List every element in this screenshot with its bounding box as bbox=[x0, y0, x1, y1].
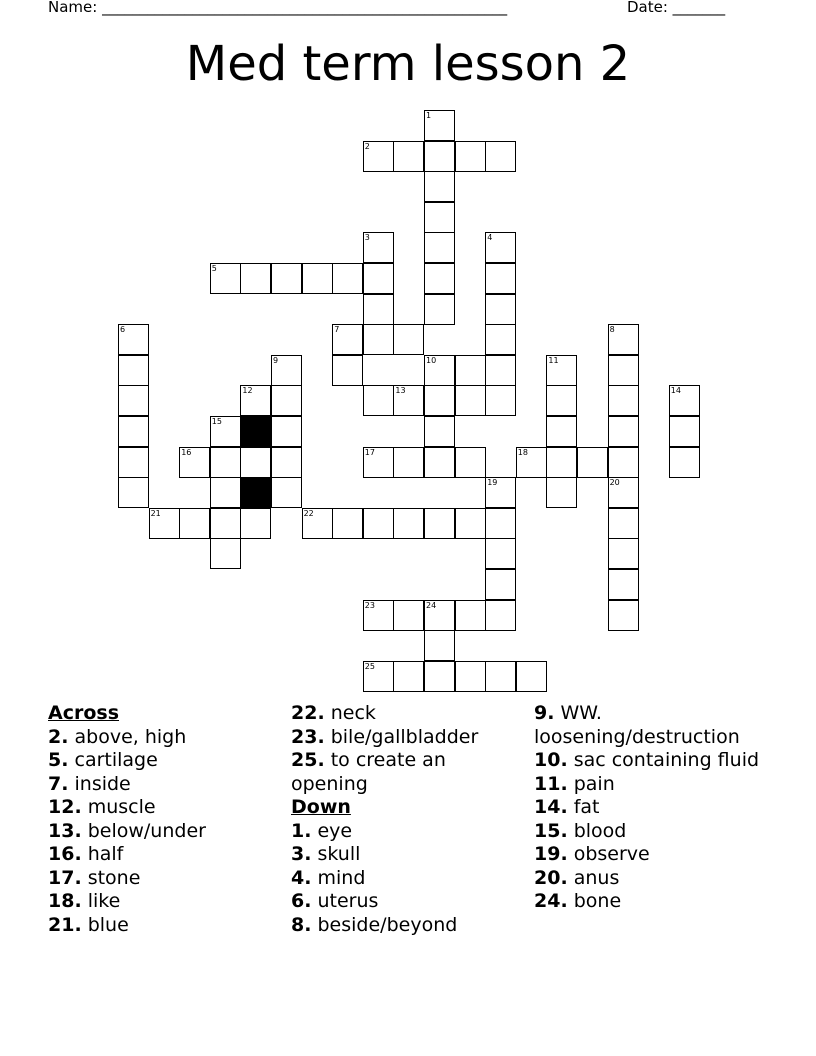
grid-cell[interactable] bbox=[118, 355, 149, 386]
clue-item bbox=[291, 749, 521, 796]
grid-cell[interactable] bbox=[210, 508, 241, 539]
grid-cell[interactable] bbox=[240, 508, 271, 539]
cell-number: 5 bbox=[211, 264, 217, 273]
grid-cell[interactable] bbox=[363, 232, 394, 263]
clues-column-2 bbox=[291, 702, 521, 937]
grid-cell[interactable] bbox=[485, 141, 516, 172]
grid-cell[interactable] bbox=[424, 508, 455, 539]
cell-number: 7 bbox=[334, 325, 340, 335]
clue-number: 3. bbox=[291, 843, 312, 865]
grid-cell[interactable] bbox=[210, 538, 241, 569]
grid-cell[interactable] bbox=[608, 477, 639, 508]
grid-cell[interactable] bbox=[608, 538, 639, 569]
black-cell bbox=[240, 477, 271, 508]
grid-cell[interactable] bbox=[424, 232, 455, 263]
clue-number: 8. bbox=[291, 913, 312, 936]
clue-number: 18. bbox=[48, 890, 82, 912]
grid-cell[interactable] bbox=[608, 355, 639, 386]
grid-cell[interactable] bbox=[271, 477, 302, 508]
grid-cell[interactable] bbox=[210, 416, 241, 447]
grid-cell[interactable] bbox=[210, 477, 241, 508]
clue-text: beside/beyond bbox=[311, 913, 458, 936]
clue-text: fat bbox=[567, 796, 600, 818]
grid-cell[interactable] bbox=[240, 385, 271, 416]
clue-text: half bbox=[81, 843, 124, 865]
cell-number: 25 bbox=[364, 661, 375, 671]
clue-text: stone bbox=[81, 866, 141, 889]
grid-cell[interactable] bbox=[424, 600, 455, 631]
clue-number: 16. bbox=[48, 843, 82, 865]
clue-text: mind bbox=[311, 866, 366, 889]
grid-cell[interactable] bbox=[424, 355, 455, 386]
clues-column-3 bbox=[534, 702, 774, 914]
clue-text: anus bbox=[567, 866, 620, 889]
clue-item bbox=[48, 820, 278, 844]
clue-item bbox=[48, 914, 278, 938]
grid-cell[interactable] bbox=[424, 630, 455, 661]
clue-number: 13. bbox=[48, 819, 82, 842]
grid-cell[interactable] bbox=[118, 385, 149, 416]
clue-number: 15. bbox=[534, 819, 568, 842]
cell-number: 1 bbox=[426, 111, 432, 120]
clue-item bbox=[534, 867, 774, 891]
clue-item bbox=[291, 726, 521, 750]
grid-cell[interactable] bbox=[332, 508, 363, 539]
clue-item bbox=[534, 820, 774, 844]
grid-cell[interactable] bbox=[455, 141, 486, 172]
clue-text: above, high bbox=[68, 725, 187, 748]
cell-number: 3 bbox=[364, 233, 370, 243]
clue-text: eye bbox=[311, 819, 353, 842]
grid-cell[interactable] bbox=[424, 385, 455, 416]
grid-cell[interactable] bbox=[240, 447, 271, 478]
grid-cell[interactable] bbox=[516, 447, 547, 478]
grid-cell[interactable] bbox=[393, 141, 424, 172]
clue-item bbox=[534, 796, 774, 820]
grid-cell[interactable] bbox=[271, 385, 302, 416]
clue-item bbox=[534, 890, 774, 914]
cell-number: 12 bbox=[242, 386, 253, 396]
grid-cell[interactable] bbox=[424, 141, 455, 172]
clue-item bbox=[48, 890, 278, 914]
grid-cell[interactable] bbox=[485, 600, 516, 631]
clue-number: 23. bbox=[291, 725, 325, 748]
grid-cell[interactable] bbox=[608, 324, 639, 355]
grid-cell[interactable] bbox=[424, 263, 455, 294]
grid-cell[interactable] bbox=[363, 294, 394, 325]
clue-number: 20. bbox=[534, 866, 568, 889]
grid-cell[interactable] bbox=[424, 202, 455, 233]
grid-cell[interactable] bbox=[546, 385, 577, 416]
grid-cell[interactable] bbox=[271, 263, 302, 294]
cell-number: 6 bbox=[120, 325, 126, 335]
grid-cell[interactable] bbox=[302, 263, 333, 294]
grid-cell[interactable] bbox=[577, 447, 608, 478]
cell-number: 11 bbox=[548, 355, 559, 365]
clue-number: 14. bbox=[534, 796, 568, 818]
clue-number: 21. bbox=[48, 913, 82, 936]
grid-cell[interactable] bbox=[669, 385, 700, 416]
clue-number: 24. bbox=[534, 890, 568, 912]
grid-cell[interactable] bbox=[363, 661, 394, 692]
grid-cell[interactable] bbox=[363, 263, 394, 294]
clue-text: like bbox=[81, 890, 121, 912]
cell-number: 14 bbox=[670, 386, 681, 396]
cell-number: 23 bbox=[364, 600, 375, 610]
clue-text: bone bbox=[567, 890, 622, 912]
clue-item bbox=[48, 867, 278, 891]
clue-text: neck bbox=[324, 702, 376, 724]
clue-text: pain bbox=[567, 772, 615, 795]
cell-number: 22 bbox=[303, 508, 314, 518]
grid-cell[interactable] bbox=[271, 416, 302, 447]
grid-cell[interactable] bbox=[424, 171, 455, 202]
cell-number: 19 bbox=[487, 478, 498, 488]
grid-cell[interactable] bbox=[546, 447, 577, 478]
grid-cell[interactable] bbox=[485, 569, 516, 600]
grid-cell[interactable] bbox=[485, 294, 516, 325]
clue-number: 1. bbox=[291, 819, 312, 842]
cell-number: 15 bbox=[211, 417, 222, 426]
grid-cell[interactable] bbox=[363, 600, 394, 631]
clue-item bbox=[534, 773, 774, 797]
clue-number: 17. bbox=[48, 866, 82, 889]
grid-cell[interactable] bbox=[424, 110, 455, 141]
grid-cell[interactable] bbox=[271, 447, 302, 478]
clue-text: muscle bbox=[81, 796, 156, 818]
grid-cell[interactable] bbox=[302, 508, 333, 539]
across-heading: Across bbox=[48, 702, 120, 724]
grid-cell[interactable] bbox=[608, 508, 639, 539]
clue-item bbox=[48, 843, 278, 867]
clue-item bbox=[534, 702, 774, 749]
grid-cell[interactable] bbox=[393, 324, 424, 355]
clue-text: observe bbox=[567, 843, 650, 865]
clue-number: 25. bbox=[291, 749, 325, 771]
clue-text: to create an opening bbox=[291, 749, 446, 795]
across-clues-column bbox=[48, 702, 278, 937]
clue-text: blood bbox=[567, 819, 627, 842]
grid-cell[interactable] bbox=[608, 600, 639, 631]
grid-cell[interactable] bbox=[363, 141, 394, 172]
grid-cell[interactable] bbox=[363, 447, 394, 478]
clue-item bbox=[534, 749, 774, 773]
clue-number: 7. bbox=[48, 772, 69, 795]
clue-number: 9. bbox=[534, 702, 555, 724]
clue-text: inside bbox=[68, 772, 131, 795]
grid-cell[interactable] bbox=[332, 355, 363, 386]
clue-item bbox=[291, 702, 521, 726]
clue-text: WW. loosening/destruction bbox=[534, 702, 740, 748]
clue-item bbox=[48, 796, 278, 820]
clue-text: sac containing fluid bbox=[567, 749, 760, 771]
grid-cell[interactable] bbox=[210, 447, 241, 478]
grid-cell[interactable] bbox=[608, 447, 639, 478]
grid-cell[interactable] bbox=[118, 416, 149, 447]
grid-cell[interactable] bbox=[455, 600, 486, 631]
grid-cell[interactable] bbox=[118, 477, 149, 508]
grid-cell[interactable] bbox=[149, 508, 180, 539]
cell-number: 8 bbox=[609, 325, 615, 335]
cell-number: 10 bbox=[426, 355, 437, 365]
grid-cell[interactable] bbox=[271, 355, 302, 386]
clue-number: 2. bbox=[48, 725, 69, 748]
grid-cell[interactable] bbox=[485, 385, 516, 416]
grid-cell[interactable] bbox=[332, 324, 363, 355]
grid-cell[interactable] bbox=[608, 416, 639, 447]
cell-number: 2 bbox=[364, 141, 370, 151]
grid-cell[interactable] bbox=[669, 447, 700, 478]
cell-number: 16 bbox=[181, 447, 192, 457]
clue-number: 4. bbox=[291, 866, 312, 889]
clue-item bbox=[534, 843, 774, 867]
grid-cell[interactable] bbox=[455, 447, 486, 478]
grid-cell[interactable] bbox=[608, 385, 639, 416]
grid-cell[interactable] bbox=[485, 508, 516, 539]
grid-cell[interactable] bbox=[485, 263, 516, 294]
grid-cell[interactable] bbox=[118, 324, 149, 355]
clue-number: 12. bbox=[48, 796, 82, 818]
grid-cell[interactable] bbox=[485, 324, 516, 355]
clue-number: 22. bbox=[291, 702, 325, 724]
grid-cell[interactable] bbox=[363, 508, 394, 539]
clue-text: uterus bbox=[311, 890, 379, 912]
clue-item bbox=[48, 726, 278, 750]
grid-cell[interactable] bbox=[332, 263, 363, 294]
grid-cell[interactable] bbox=[179, 447, 210, 478]
grid-cell[interactable] bbox=[485, 355, 516, 386]
black-cell bbox=[240, 416, 271, 447]
grid-cell[interactable] bbox=[608, 569, 639, 600]
grid-cell[interactable] bbox=[485, 232, 516, 263]
grid-cell[interactable] bbox=[240, 263, 271, 294]
clue-text: blue bbox=[81, 913, 129, 936]
grid-cell[interactable] bbox=[485, 477, 516, 508]
grid-cell[interactable] bbox=[485, 538, 516, 569]
page-title: Med term lesson 2 bbox=[185, 36, 631, 92]
down-heading: Down bbox=[291, 796, 351, 818]
clue-item bbox=[291, 820, 521, 844]
cell-number: 4 bbox=[487, 233, 493, 243]
grid-cell[interactable] bbox=[455, 661, 486, 692]
clue-number: 11. bbox=[534, 772, 568, 795]
grid-cell[interactable] bbox=[424, 661, 455, 692]
grid-cell[interactable] bbox=[393, 600, 424, 631]
clue-item bbox=[48, 773, 278, 797]
grid-cell[interactable] bbox=[363, 324, 394, 355]
grid-cell[interactable] bbox=[424, 416, 455, 447]
grid-cell[interactable] bbox=[393, 447, 424, 478]
grid-cell[interactable] bbox=[424, 294, 455, 325]
cell-number: 9 bbox=[273, 355, 279, 365]
clue-item bbox=[291, 914, 521, 938]
clue-text: bile/gallbladder bbox=[324, 725, 479, 748]
clue-item bbox=[291, 867, 521, 891]
clue-number: 5. bbox=[48, 749, 69, 771]
grid-cell[interactable] bbox=[516, 661, 547, 692]
grid-cell[interactable] bbox=[393, 661, 424, 692]
clue-item bbox=[291, 890, 521, 914]
clue-text: cartilage bbox=[68, 749, 158, 771]
grid-cell[interactable] bbox=[393, 385, 424, 416]
clue-text: skull bbox=[311, 843, 361, 865]
clue-text: below/under bbox=[81, 819, 206, 842]
clue-number: 10. bbox=[534, 749, 568, 771]
cell-number: 17 bbox=[364, 447, 375, 457]
grid-cell[interactable] bbox=[546, 355, 577, 386]
cell-number: 13 bbox=[395, 386, 406, 396]
grid-cell[interactable] bbox=[546, 416, 577, 447]
grid-cell[interactable] bbox=[179, 508, 210, 539]
name-field-label: Name: ______________________________________________________ bbox=[48, 0, 508, 16]
grid-cell[interactable] bbox=[424, 447, 455, 478]
grid-cell[interactable] bbox=[118, 447, 149, 478]
clue-number: 19. bbox=[534, 843, 568, 865]
clue-number: 6. bbox=[291, 890, 312, 912]
grid-cell[interactable] bbox=[210, 263, 241, 294]
date-field-label: Date: _______ bbox=[627, 0, 726, 16]
grid-cell[interactable] bbox=[455, 355, 486, 386]
grid-cell[interactable] bbox=[669, 416, 700, 447]
grid-cell[interactable] bbox=[363, 385, 394, 416]
grid-cell[interactable] bbox=[485, 661, 516, 692]
grid-cell[interactable] bbox=[455, 508, 486, 539]
cell-number: 20 bbox=[609, 478, 620, 488]
grid-cell[interactable] bbox=[455, 385, 486, 416]
clue-item bbox=[48, 749, 278, 773]
cell-number: 18 bbox=[517, 447, 528, 457]
cell-number: 21 bbox=[150, 508, 161, 518]
clue-item bbox=[291, 843, 521, 867]
grid-cell[interactable] bbox=[546, 477, 577, 508]
cell-number: 24 bbox=[426, 600, 437, 610]
grid-cell[interactable] bbox=[393, 508, 424, 539]
